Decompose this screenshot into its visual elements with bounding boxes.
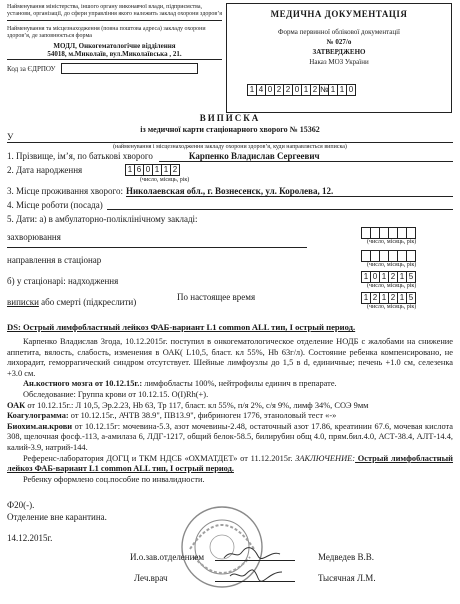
conclusion-text: Острый лимфобластный лейкоз ФАБ-вариант L1 common ALL тип, I острый период. xyxy=(7,453,453,474)
row-sick-date xyxy=(7,227,453,248)
admission-digit-4: 1 xyxy=(397,272,406,282)
discharge-digits xyxy=(361,292,416,304)
coagulogram-text: от 10.12.15г., АЧТВ 38.9", ПВ13.9", фибриноген 1776, этаноловый тест «-» xyxy=(68,411,337,421)
sick-date-boxes xyxy=(361,227,416,239)
coagulogram-label: Коагулограмма: xyxy=(7,411,69,421)
admission-digit-2: 1 xyxy=(379,272,388,282)
code-digit-2: 0 xyxy=(265,85,274,95)
direction-date-caption: (число, місяць, рік) xyxy=(367,262,417,268)
institution-name: МОДЛ, Онкогематологічне відділення xyxy=(53,42,176,50)
form-line: Форма первинної облікової документації xyxy=(277,28,401,36)
conclusion-label: ЗАКЛЮЧЕНИЕ: xyxy=(295,453,356,463)
disability-paragraph: Ребенку оформлено соц.пособие по инвалидности. xyxy=(23,474,205,484)
admission-digits xyxy=(361,271,416,283)
biochem-text: от 10.12.15г: мочевина-5.3, азот мочевины-2.48, остаточный азот 17.86, креатинин 67.6, мочевая кислота 308, щелочная фосф.-113, а-амилаза 6, ЛДГ-1217, общий белок-58.5, билирубин общ 4.0, прям.бил.4.0, АСТ-38.4, АЛТ-14.4, калий-3.9, натрий-144. xyxy=(7,421,453,452)
birth-digit-0: 1 xyxy=(125,165,134,175)
bone-marrow-paragraph xyxy=(7,379,453,390)
head-name: Медведев В.В. xyxy=(318,552,374,562)
birth-digits xyxy=(125,164,180,176)
med-doc-block xyxy=(226,3,452,113)
discharge-digit-0: 1 xyxy=(361,293,370,303)
med-doc-title: МЕДИЧНА ДОКУМЕНТАЦІЯ xyxy=(270,9,408,19)
ministry-label: Найменування міністерства, іншого органу виконавчої влади, підприємства, установи, організації, до сфери управління якого належить заклад охорони здоров’я xyxy=(7,4,222,21)
admission-digit-5: 5 xyxy=(406,272,416,282)
extract-heading: ВИПИСКА xyxy=(199,113,261,123)
reference-lab-text: Референс-лаборатория ДОГЦ и ТКМ НДСБ «ОХМАТДЕТ» от 11.12.2015г. xyxy=(23,453,293,463)
admission-label: б) у стаціонарі: надходження xyxy=(7,276,119,286)
workplace-label: 4. Місце роботи (посада) xyxy=(7,200,103,210)
code-digit-8: № xyxy=(320,85,329,94)
discharge-digit-2: 1 xyxy=(379,293,388,303)
order-label: Наказ МОЗ України xyxy=(309,58,369,66)
blood-group-paragraph: Обследование: Группа крови от 10.12.15. О(I)Rh(+). xyxy=(23,389,209,399)
field-birth-date xyxy=(7,164,453,176)
bone-marrow-label: Ан.костного мозга от 10.12.15г.: xyxy=(23,379,143,389)
code-digit-7: 2 xyxy=(310,85,319,95)
discharge-label: виписки xyxy=(7,297,39,307)
row-direction-date xyxy=(7,250,453,268)
diagnosis: DS: Острый лимфобластный лейкоз ФАБ-вариант L1 common ALL тип, I острый период. xyxy=(7,322,356,332)
sick-date-caption: (число, місяць, рік) xyxy=(367,239,417,245)
institution-address: 54018, м.Миколаїв, вул.Миколаївська , 21. xyxy=(7,50,222,60)
discharge-digit-3: 2 xyxy=(388,293,397,303)
code-digits xyxy=(247,84,356,96)
biochem-paragraph xyxy=(7,422,453,454)
sick-date-label: захворювання xyxy=(7,232,61,242)
approved-label: ЗАТВЕРДЖЕНО xyxy=(312,48,366,56)
field-residence xyxy=(7,186,453,197)
doctor-role: Леч.врач xyxy=(134,573,168,583)
edrpou-label: Код за ЄДРПОУ xyxy=(7,64,56,73)
discharge-digit-5: 5 xyxy=(406,293,416,303)
discharge-date-caption: (число, місяць, рік) xyxy=(367,304,417,310)
extract-title xyxy=(0,113,460,134)
birth-digit-3: 1 xyxy=(152,165,161,175)
cbc-text: от 10.12.15г.: Л 10,5, Эр.2.23, Нb 63, Тр 117, бласт. кл 55%, п/я 2%, с/я 9%, лимф 34%, СОЭ 9мм xyxy=(25,400,369,410)
direction-date-label: направлення в стаціонар xyxy=(7,255,102,265)
biochem-label: Биохим.ан.крови xyxy=(7,421,73,431)
edrpou-box xyxy=(61,63,198,74)
code-digit-0: 1 xyxy=(247,85,256,95)
birth-date-caption: (число, місяць, рік) xyxy=(140,177,190,183)
document-date: 14.12.2015г. xyxy=(7,533,53,543)
bone-marrow-text: лимфобласты 100%, нейтрофилы единич в препарате. xyxy=(142,379,337,389)
row-discharge-date xyxy=(7,292,453,310)
row-admission-date xyxy=(7,271,453,289)
birth-digit-2: 0 xyxy=(143,165,152,175)
cbc-label: ОАК xyxy=(7,400,26,410)
admission-date-caption: (число, місяць, рік) xyxy=(367,283,417,289)
discharge-digit-1: 2 xyxy=(370,293,379,303)
patient-name-label: 1. Прізвище, ім’я, по батькові хворого xyxy=(7,151,153,161)
ministry-block xyxy=(7,4,222,74)
residence-value: Николаевская обл., г. Вознесенск, ул. Королева, 12. xyxy=(126,186,453,197)
doctor-name: Тысячная Л.М. xyxy=(318,573,376,583)
quarantine-line: Отделение вне карантина. xyxy=(7,512,107,522)
birth-date-label: 2. Дата народження xyxy=(7,165,83,175)
head-role: И.о.зав.отделением xyxy=(130,552,205,562)
recipient-caption: (найменування і місцезнаходження закладу охорони здоров’я, куди направляється виписка) xyxy=(113,144,347,150)
dates-label: 5. Дати: а) в амбулаторно-поліклінічному закладі: xyxy=(7,214,198,224)
patient-name-value: Карпенко Владислав Сергеевич xyxy=(159,151,453,162)
code-digit-11: 0 xyxy=(346,85,356,95)
admission-paragraph: Карпенко Владислав 3года, 10.12.2015г. поступил в онкогематологическое отделение НОДБ с жалобами на снижение аппетита, вялость, слабость, изменения в ОАК( L10,5, бласт. кл 55%, Нb 63г/л). Состояние ребенка компенсировано, не лихорадит, геморрагический синдром отсутствует. Шейные лимфоузлы до 1,5 в d, единичные; печень +1.0 см, селезенка +3.0 см. xyxy=(7,337,453,378)
recipient-prefix: У xyxy=(7,132,14,142)
code-digit-5: 0 xyxy=(292,85,301,95)
admission-digit-3: 2 xyxy=(388,272,397,282)
death-label: або смерті (підкреслити) xyxy=(38,297,137,307)
coagulogram-paragraph xyxy=(7,411,453,422)
discharge-digit-4: 1 xyxy=(397,293,406,303)
cbc-paragraph xyxy=(7,401,453,412)
reference-lab-paragraph xyxy=(7,454,453,475)
birth-digit-5: 2 xyxy=(170,165,180,175)
code-digit-10: 1 xyxy=(337,85,346,95)
code-digit-1: 4 xyxy=(256,85,265,95)
admission-digit-1: 0 xyxy=(370,272,379,282)
f20-line: Ф20(-). xyxy=(7,500,35,510)
head-signature xyxy=(222,546,282,567)
admission-digit-0: 1 xyxy=(361,272,370,282)
doctor-signature xyxy=(228,566,284,587)
field-patient-name xyxy=(7,151,453,162)
extract-subheading: із медичної карти стаціонарного хворого № 15362 xyxy=(140,125,320,134)
direction-date-boxes xyxy=(361,250,416,262)
code-digit-6: 1 xyxy=(301,85,310,95)
form-number: № 027/о xyxy=(326,38,352,46)
code-digit-3: 2 xyxy=(274,85,283,95)
residence-label: 3. Місце проживання хворого: xyxy=(7,186,123,196)
birth-digit-4: 1 xyxy=(161,165,170,175)
birth-digit-1: 6 xyxy=(134,165,143,175)
field-workplace xyxy=(7,200,453,210)
recipient-line xyxy=(7,132,453,151)
code-digit-4: 2 xyxy=(283,85,292,95)
discharge-note: По настоящее время xyxy=(177,292,256,302)
clinical-text xyxy=(7,337,453,485)
institution-label: Найменування та місцезнаходження (повна поштова адреса) закладу охорони здоров’я, де заповнюється форма xyxy=(7,26,206,39)
code-digit-9: 1 xyxy=(328,85,337,95)
